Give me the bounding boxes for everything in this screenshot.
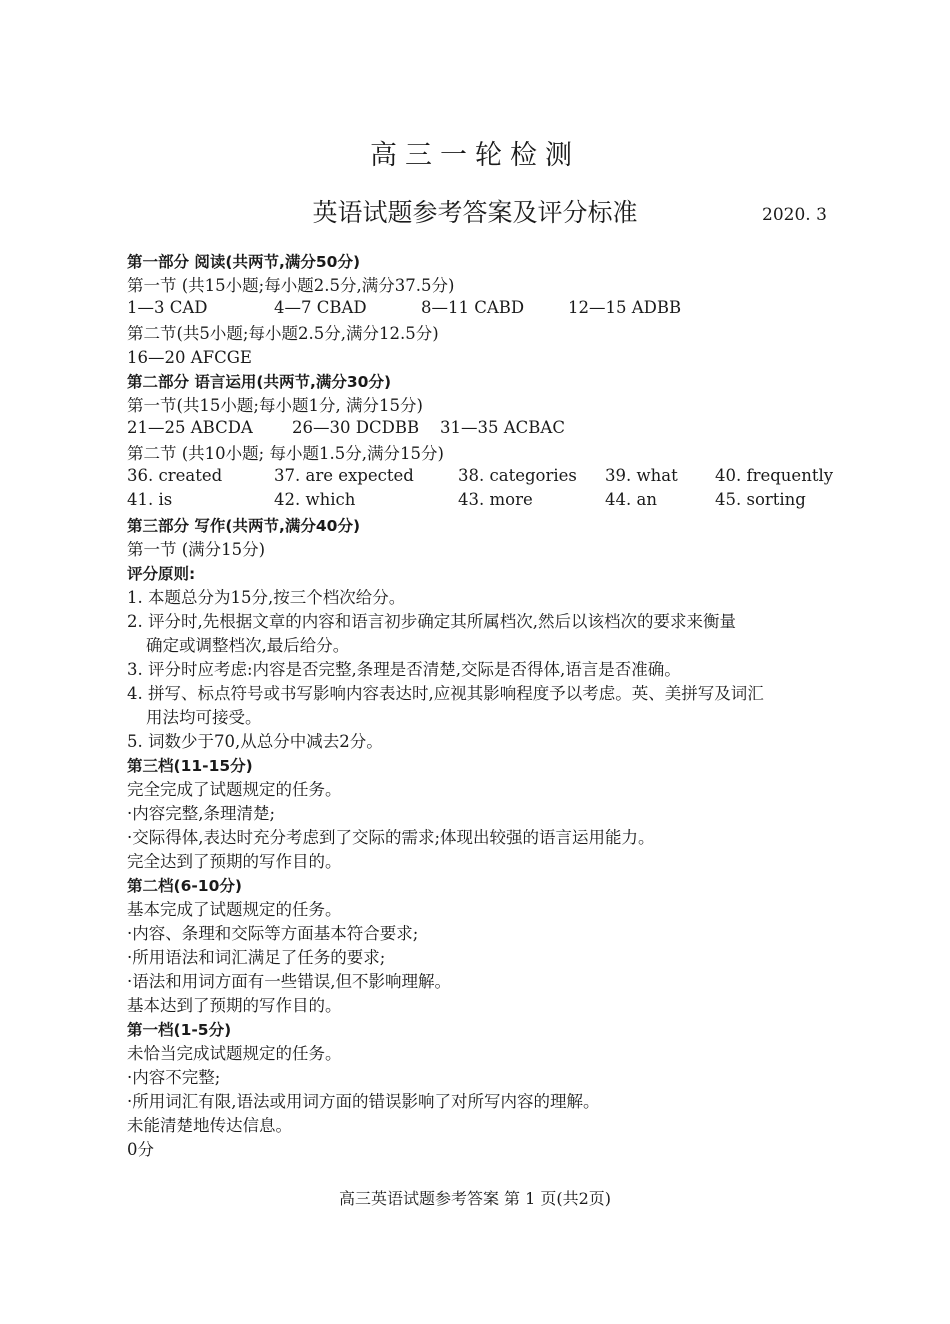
answer-item: 45. sorting (715, 490, 806, 509)
grade2-line: ·所用语法和词汇满足了任务的要求; (127, 948, 386, 967)
grade1-line: ·内容不完整; (127, 1068, 221, 1087)
principle-item-cont: 用法均可接受。 (146, 708, 262, 727)
principles-heading: 评分原则: (127, 565, 196, 583)
page-subtitle: 英语试题参考答案及评分标准 (312, 198, 638, 227)
grade2-line: ·内容、条理和交际等方面基本符合要求; (127, 924, 419, 943)
grade2-line: 基本完成了试题规定的任务。 (127, 900, 342, 919)
answer-group: 31—35 ACBAC (440, 418, 565, 437)
principle-item-cont: 确定或调整档次,最后给分。 (146, 636, 350, 655)
grade1-line: 未恰当完成试题规定的任务。 (127, 1044, 342, 1063)
answer-item: 38. categories (458, 466, 577, 485)
principle-item: 4. 拼写、标点符号或书写影响内容表达时,应视其影响程度予以考虑。英、美拼写及词汇 (127, 684, 764, 703)
answer-group: 8—11 CABD (421, 298, 525, 317)
answer-item: 41. is (127, 490, 173, 509)
answer-group: 21—25 ABCDA (127, 418, 253, 437)
principle-item: 3. 评分时应考虑:内容是否完整,条理是否清楚,交际是否得体,语言是否准确。 (127, 660, 681, 679)
grade3-line: ·交际得体,表达时充分考虑到了交际的需求;体现出较强的语言运用能力。 (127, 828, 655, 847)
answer-item: 40. frequently (715, 466, 834, 485)
part1-heading: 第一部分 阅读(共两节,满分50分) (127, 253, 361, 271)
answer-item: 36. created (127, 466, 223, 485)
page-footer: 高三英语试题参考答案 第 1 页(共2页) (338, 1189, 612, 1208)
part2-section2: 第二节 (共10小题; 每小题1.5分,满分15分) (127, 444, 444, 463)
grade2-line: ·语法和用词方面有一些错误,但不影响理解。 (127, 972, 451, 991)
grade3-heading: 第三档(11-15分) (127, 757, 253, 775)
part1-section1: 第一节 (共15小题;每小题2.5分,满分37.5分) (127, 276, 455, 295)
grade1-heading: 第一档(1-5分) (127, 1021, 232, 1039)
date: 2020. 3 (762, 205, 827, 225)
part3-heading: 第三部分 写作(共两节,满分40分) (127, 517, 361, 535)
answer-group: 1—3 CAD (127, 298, 208, 317)
part3-section1: 第一节 (满分15分) (127, 540, 266, 559)
answer-item: 42. which (274, 490, 356, 509)
grade2-line: 基本达到了预期的写作目的。 (127, 996, 342, 1015)
part2-section1: 第一节(共15小题;每小题1分, 满分15分) (127, 396, 423, 415)
grade1-line: 未能清楚地传达信息。 (127, 1116, 292, 1135)
grade0-line: 0分 (127, 1140, 154, 1159)
answer-group: 12—15 ADBB (568, 298, 682, 317)
grade1-line: ·所用词汇有限,语法或用词方面的错误影响了对所写内容的理解。 (127, 1092, 600, 1111)
answer-item: 44. an (605, 490, 657, 509)
answer-group: 16—20 AFCGE (127, 348, 252, 367)
principle-item: 1. 本题总分为15分,按三个档次给分。 (127, 588, 406, 607)
grade3-line: 完全达到了预期的写作目的。 (127, 852, 342, 871)
principle-item: 2. 评分时,先根据文章的内容和语言初步确定其所属档次,然后以该档次的要求来衡量 (127, 612, 736, 631)
answer-item: 39. what (605, 466, 678, 485)
answer-group: 26—30 DCDBB (292, 418, 420, 437)
part1-section2: 第二节(共5小题;每小题2.5分,满分12.5分) (127, 324, 439, 343)
grade2-heading: 第二档(6-10分) (127, 877, 242, 895)
page-title: 高三一轮检测 (370, 140, 580, 171)
answer-group: 4—7 CBAD (274, 298, 367, 317)
answer-item: 37. are expected (274, 466, 414, 485)
grade3-line: 完全完成了试题规定的任务。 (127, 780, 342, 799)
part2-heading: 第二部分 语言运用(共两节,满分30分) (127, 373, 392, 391)
answer-item: 43. more (458, 490, 533, 509)
principle-item: 5. 词数少于70,从总分中减去2分。 (127, 732, 383, 751)
grade3-line: ·内容完整,条理清楚; (127, 804, 276, 823)
